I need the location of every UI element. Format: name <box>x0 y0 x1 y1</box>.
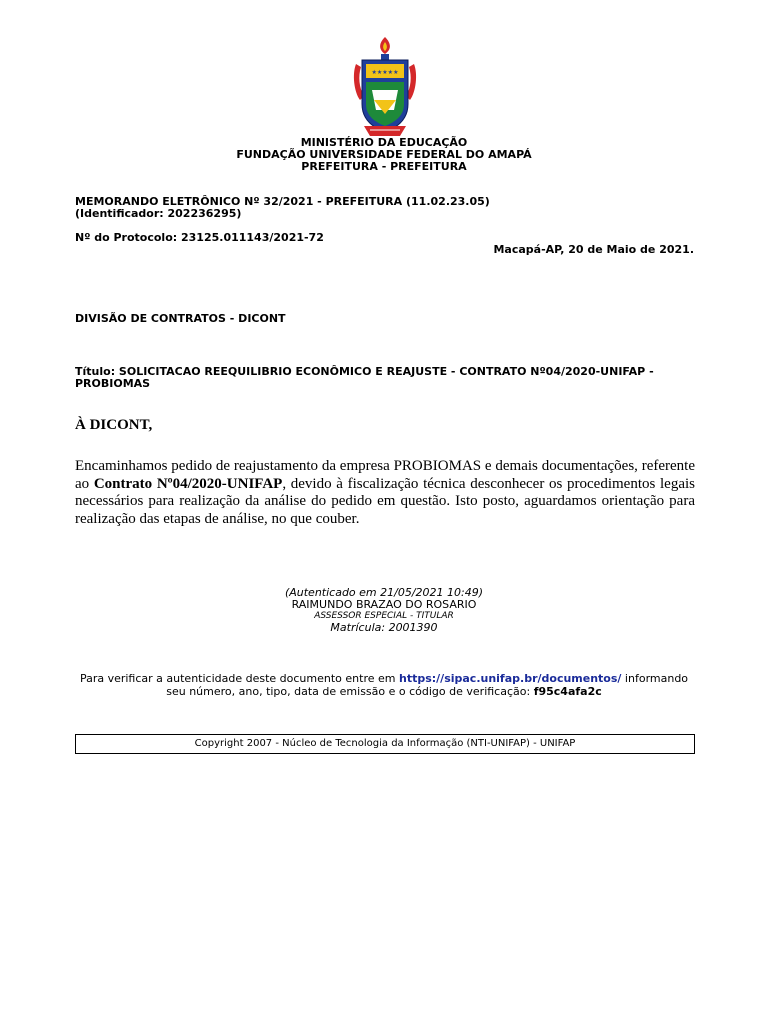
memo-title: MEMORANDO ELETRÔNICO Nº 32/2021 - PREFEITURA (11.02.23.05) <box>75 195 490 208</box>
verification-line-2 <box>0 685 768 698</box>
contract-number: Contrato Nº04/2020-UNIFAP <box>93 475 283 492</box>
subject-line-1: Título: SOLICITACAO REEQUILIBRIO ECONÔMICO E REAJUSTE - CONTRATO Nº04/2020-UNIFAP - <box>75 365 654 378</box>
memo-identifier: (Identificador: 202236295) <box>75 207 242 220</box>
salutation: À DICONT, <box>75 417 153 433</box>
signer-registration: Matrícula: 2001390 <box>330 621 438 634</box>
unit-heading: PREFEITURA - PREFEITURA <box>301 160 467 173</box>
university-logo <box>350 34 420 138</box>
paragraph-text-1: Encaminhamos pedido de reajustamento da empresa PROBIOMAS e demais documentações, referente ao <box>75 458 695 492</box>
signer-name: RAIMUNDO BRAZAO DO ROSARIO <box>291 598 477 611</box>
coat-of-arms-icon <box>350 34 420 138</box>
paragraph-text-2: , devido à fiscalização técnica desconhecer os procedimentos legais necessários para realização da análise do pedido em questão. Isto posto, aguardamos orientação para realização das etapas de análise, no que couber. <box>75 475 695 527</box>
subject-line-2: PROBIOMAS <box>75 377 151 390</box>
verification-code-label: seu número, ano, tipo, data de emissão e o código de verificação: <box>166 685 534 698</box>
copyright-footer: Copyright 2007 - Núcleo de Tecnologia da Informação (NTI-UNIFAP) - UNIFAP <box>75 734 695 754</box>
verification-link[interactable]: https://sipac.unifap.br/documentos/ <box>398 672 622 685</box>
university-heading: FUNDAÇÃO UNIVERSIDADE FEDERAL DO AMAPÁ <box>236 148 532 161</box>
signer-role: ASSESSOR ESPECIAL - TITULAR <box>314 611 454 621</box>
body-paragraph <box>75 458 695 528</box>
verification-text: Para verificar a autenticidade deste documento entre em <box>79 672 399 685</box>
verification-code: f95c4afa2c <box>533 685 602 698</box>
place-date: Macapá-AP, 20 de Maio de 2021. <box>493 243 694 256</box>
verification-text-after: informando <box>621 672 689 685</box>
verification-line-1 <box>0 672 768 685</box>
protocol-number: Nº do Protocolo: 23125.011143/2021-72 <box>75 231 324 244</box>
svg-text:★★★★★: ★★★★★ <box>371 69 399 76</box>
ministry-heading: MINISTÉRIO DA EDUCAÇÃO <box>300 136 468 149</box>
recipient-division: DIVISÃO DE CONTRATOS - DICONT <box>75 312 286 325</box>
authentication-stamp: (Autenticado em 21/05/2021 10:49) <box>284 586 484 599</box>
